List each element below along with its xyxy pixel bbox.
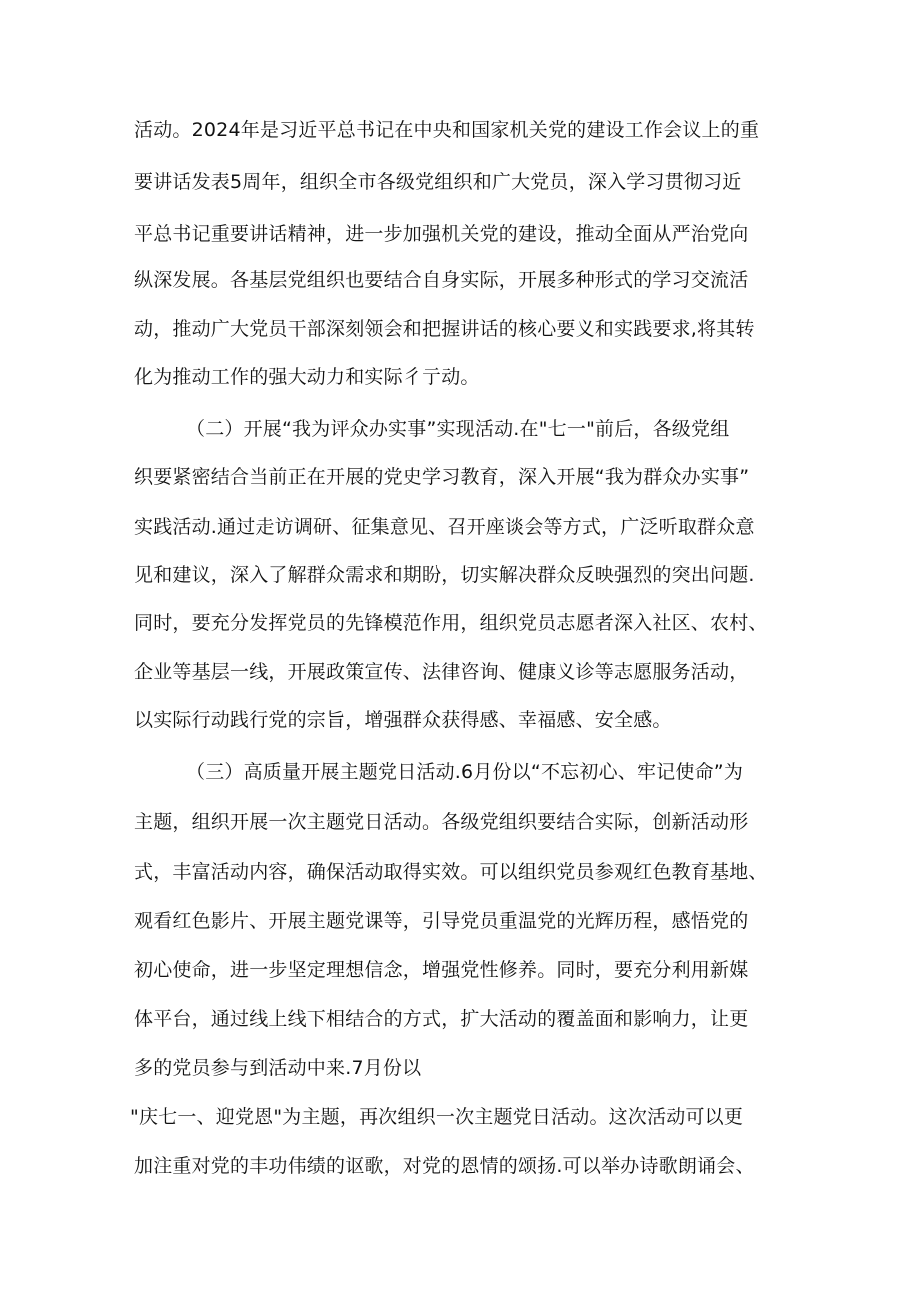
text-line: 见和建议，深入了解群众需求和期盼，切实解决群众反映强烈的突出问题. [134,564,755,586]
text-line: 同时，要充分发挥党员的先锋模范作用，组织党员志愿者深入社区、农村、 [134,612,768,634]
text-line: 多的党员参与到活动中来.7月份以 [134,1057,422,1079]
text-line: 实践活动.通过走访调研、征集意见、召开座谈会等方式，广泛听取群众意 [134,516,755,538]
text-line: 式，丰富活动内容，确保活动取得实效。可以组织党员参观红色教育基地、 [134,861,768,883]
text-line: 加注重对党的丰功伟绩的讴歌，对党的恩情的颂扬.可以举办诗歌朗诵会、 [134,1155,755,1177]
text-line: 观看红色影片、开展主题党课等，引导党员重温党的光辉历程，感悟党的 [134,910,749,932]
text-line: 织要紧密结合当前正在开展的党史学习教育，深入开展“我为群众办实事” [134,466,750,488]
text-line: 化为推动工作的强大动力和实际彳亍动。 [134,366,480,388]
text-line: "庆七一、迎党恩"为主题，再次组织一次主题党日活动。这次活动可以更 [130,1106,744,1128]
section-heading-line: （二）开展“我为评众办实事”实现活动.在"七一"前后，各级党组 [186,418,730,440]
text-line: 平总书记重要讲话精神，进一步加强机关党的建设，推动全面从严治党向 [134,223,749,245]
text-line: 纵深发展。各基层党组织也要结合自身实际，开展多种形式的学习交流活 [134,269,749,291]
text-line: 主题，组织开展一次主题党日活动。各级党组织要结合实际，创新活动形 [134,811,749,833]
section-heading-line: （三）高质量开展主题党日活动.6月份以“不忘初心、牢记使命”为 [186,761,744,783]
text-line: 以实际行动践行党的宗旨，增强群众获得感、幸福感、安全感。 [134,709,672,731]
text-line: 体平台，通过线上线下相结合的方式，扩大活动的覆盖面和影响力，让更 [134,1008,749,1030]
text-line: 初心使命，进一步坚定理想信念，增强党性修养。同时，要充分利用新媒 [134,959,749,981]
text-line: 要讲话发表5周年，组织全市各级党组织和广大党员，深入学习贯彻习近 [134,171,742,193]
text-line: 活动。2024年是习近平总书记在中央和国家机关党的建设工作会议上的重 [134,119,760,141]
text-line: 动，推动广大党员干部深刻领会和把握讲话的核心要义和实践要求,将其转 [134,318,755,340]
text-line: 企业等基层一线，开展政策宣传、法律咨询、健康义诊等志愿服务活动， [134,661,749,683]
